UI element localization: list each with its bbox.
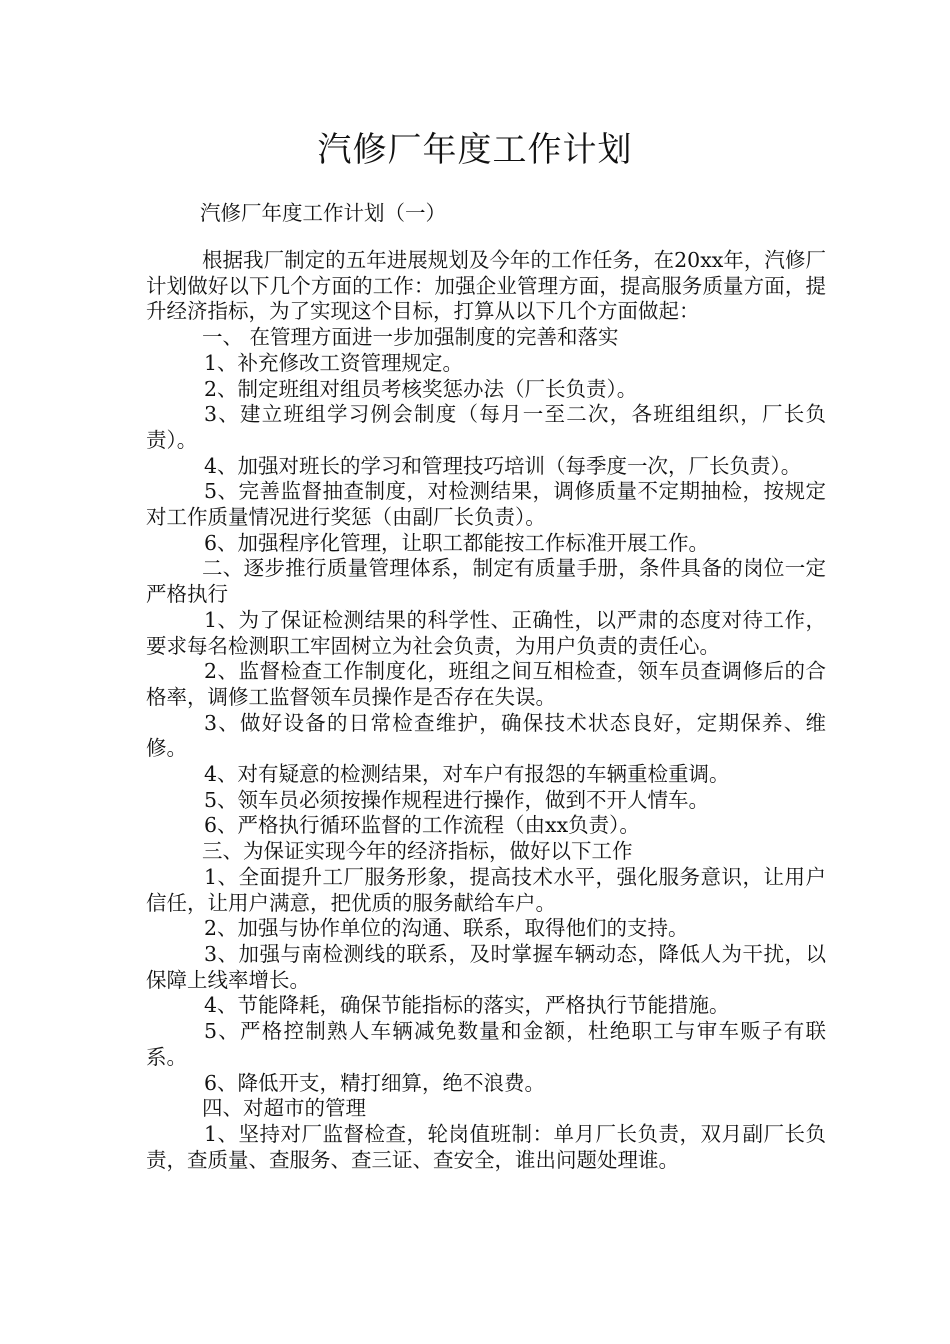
list-item: 4、节能降耗，确保节能指标的落实，严格执行节能措施。 xyxy=(204,993,730,1018)
list-item: 5、完善监督抽查制度，对检测结果，调修质量不定期抽检，按规定对工作质量情况进行奖惩（由副厂长负责）。 xyxy=(146,479,826,530)
list-item: 2、监督检查工作制度化，班组之间互相检查，领车员查调修后的合格率，调修工监督领车员操作是否存在失误。 xyxy=(146,659,826,709)
section-heading-1: 一、 在管理方面进一步加强制度的完善和落实 xyxy=(202,325,619,350)
list-item: 6、加强程序化管理，让职工都能按工作标准开展工作。 xyxy=(204,530,710,555)
intro-paragraph: 根据我厂制定的五年进展规划及今年的工作任务，在20xx年，汽修厂计划做好以下几个方面的工作：加强企业管理方面，提高服务质量方面，提升经济指标，为了实现这个目标，打算从以下几个方面做起： xyxy=(146,248,826,324)
list-item: 5、领车员必须按操作规程进行操作，做到不开人情车。 xyxy=(204,787,710,812)
document-subtitle: 汽修厂年度工作计划（一） xyxy=(200,201,446,225)
list-item: 6、降低开支，精打细算，绝不浪费。 xyxy=(204,1070,546,1095)
section-heading-4: 四、对超市的管理 xyxy=(202,1096,366,1121)
list-item: 3、建立班组学习例会制度（每月一至二次，各班组组织，厂长负责）。 xyxy=(146,402,826,452)
section-heading-2: 二、逐步推行质量管理体系，制定有质量手册，条件具备的岗位一定严格执行 xyxy=(146,556,826,607)
document-title: 汽修厂年度工作计划 xyxy=(317,130,633,170)
list-item: 1、补充修改工资管理规定。 xyxy=(204,350,464,375)
list-item: 1、全面提升工厂服务形象，提高技术水平，强化服务意识，让用户信任，让用户满意，把优质的服务献给车户。 xyxy=(146,864,826,915)
list-item: 4、加强对班长的学习和管理技巧培训（每季度一次，厂长负责）。 xyxy=(204,453,802,478)
section-heading-3: 三、为保证实现今年的经济指标，做好以下工作 xyxy=(202,839,633,864)
list-item: 6、严格执行循环监督的工作流程（由xx负责）。 xyxy=(204,813,640,838)
list-item: 3、加强与南检测线的联系，及时掌握车辆动态，降低人为干扰，以保障上线率增长。 xyxy=(146,941,826,992)
list-item: 1、坚持对厂监督检查，轮岗值班制：单月厂长负责，双月副厂长负责，查质量、查服务、查三证、查安全，谁出问题处理谁。 xyxy=(146,1121,826,1172)
list-item: 2、加强与协作单位的沟通、联系，取得他们的支持。 xyxy=(204,916,689,941)
list-item: 4、对有疑意的检测结果，对车户有报怨的车辆重检重调。 xyxy=(204,762,730,787)
list-item: 3、做好设备的日常检查维护，确保技术状态良好，定期保养、维修。 xyxy=(146,710,826,761)
list-item: 5、严格控制熟人车辆减免数量和金额，杜绝职工与审车贩子有联系。 xyxy=(146,1019,826,1069)
list-item: 1、为了保证检测结果的科学性、正确性，以严肃的态度对待工作，要求每名检测职工牢固树立为社会负责，为用户负责的责任心。 xyxy=(146,607,826,658)
list-item: 2、制定班组对组员考核奖惩办法（厂长负责）。 xyxy=(204,376,638,401)
document-body xyxy=(146,248,826,1173)
